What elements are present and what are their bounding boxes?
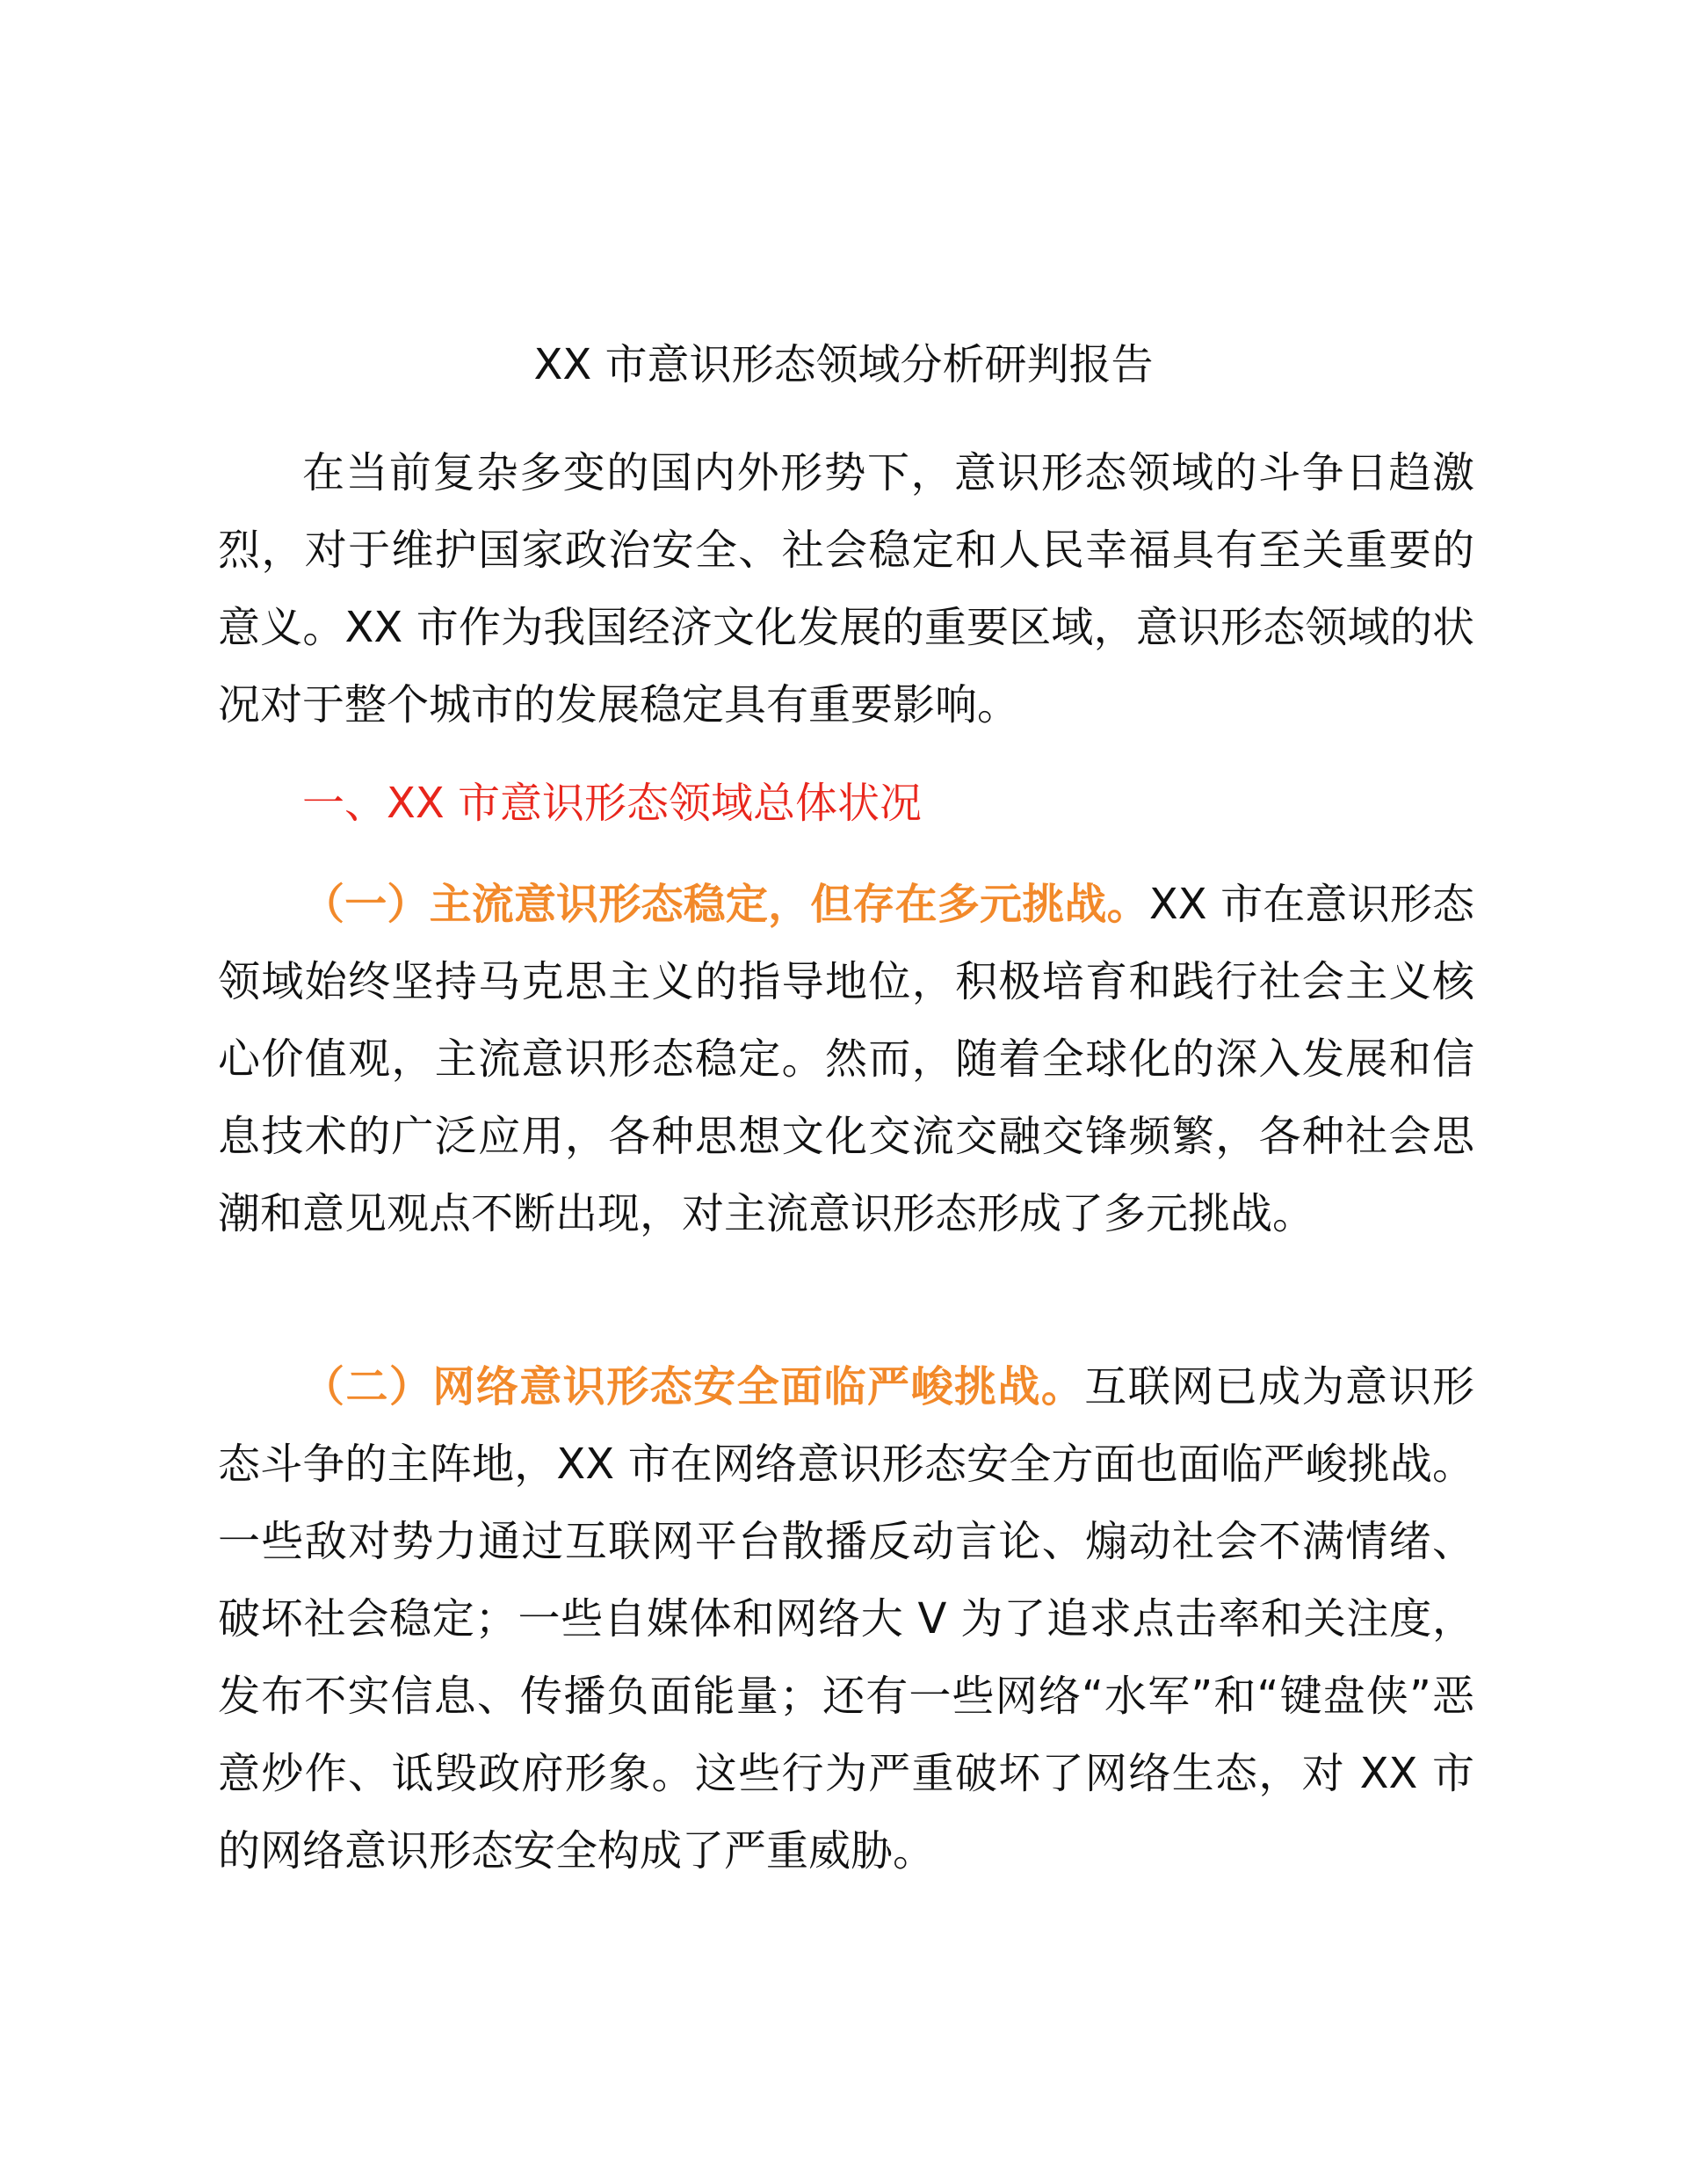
- section-one-item-1-subheading: （一）主流意识形态稳定，但存在多元挑战。: [302, 880, 1149, 929]
- section-one-item-2-paragraph: [218, 1348, 1474, 1890]
- section-one-item-2-subheading: （二）网络意识形态安全面临严峻挑战。: [302, 1362, 1085, 1411]
- section-one-item-1-text: XX 市在意识形态领域始终坚持马克思主义的指导地位，积极培育和践行社会主义核心价值观，主流意识形态稳定。然而，随着全球化的深入发展和信息技术的广泛应用，各种思想文化交流交融交锋频繁，各种社会思潮和意见观点不断出现，对主流意识形态形成了多元挑战。: [218, 880, 1474, 1238]
- document-title: XX 市意识形态领域分析研判报告: [533, 340, 1154, 389]
- section-one-heading: 一、XX 市意识形态领域总体状况: [302, 779, 923, 828]
- section-one-item-1-paragraph: [218, 866, 1474, 1252]
- intro-paragraph: 在当前复杂多变的国内外形势下，意识形态领域的斗争日趋激烈，对于维护国家政治安全、社会稳定和人民幸福具有至关重要的意义。XX 市作为我国经济文化发展的重要区域，意识形态领域的状况对于整个城市的发展稳定具有重要影响。: [218, 448, 1474, 729]
- section-one-item-2-text: 互联网已成为意识形态斗争的主阵地，XX 市在网络意识形态安全方面也面临严峻挑战。一些敌对势力通过互联网平台散播反动言论、煽动社会不满情绪、破坏社会稳定；一些自媒体和网络大 V 为了追求点击率和关注度，发布不实信息、传播负面能量；还有一些网络“水军”和“键盘侠”恶意炒作、诋毁政府形象。这些行为严重破坏了网络生态，对 XX 市的网络意识形态安全构成了严重威胁。: [218, 1362, 1474, 1876]
